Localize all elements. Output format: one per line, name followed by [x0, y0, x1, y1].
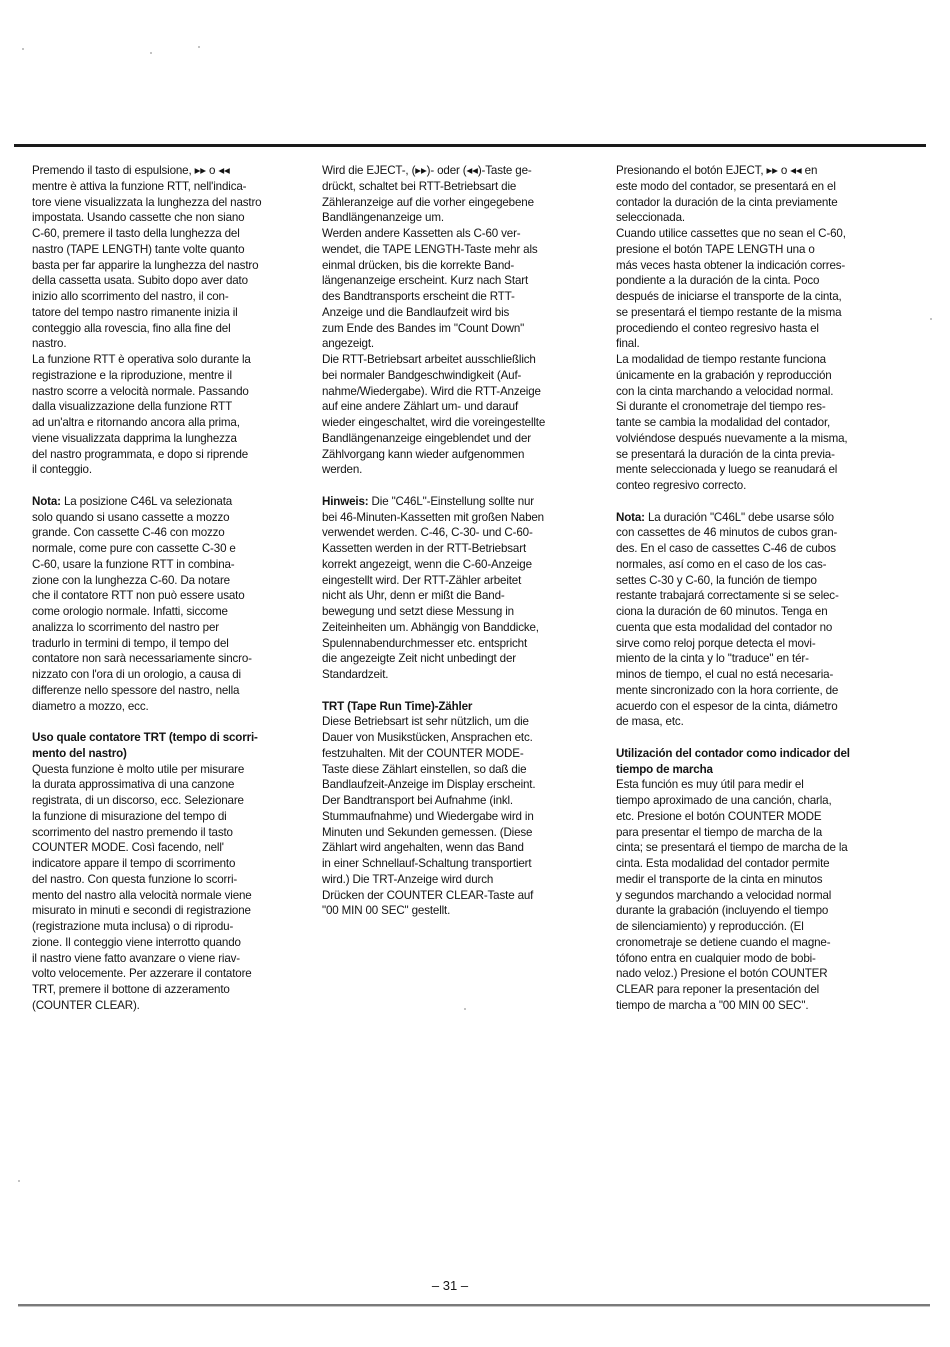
note-paragraph [32, 494, 284, 715]
note-label: Hinweis: [322, 494, 369, 508]
paragraph-gap [616, 730, 870, 746]
note-paragraph [616, 510, 870, 731]
scan-speck [464, 1008, 466, 1010]
scan-speck [22, 48, 24, 50]
paragraph: Werden andere Kassetten als C-60 ver- wendet, die TAPE LENGTH-Taste mehr als einmal drücken, bis die korrekte Band- längenanzeige erscheint. Kurz nach Start des Bandtransports erscheint die RTT- Anzeige und die Bandlaufzeit wird bis zum Ende des Bandes im "Count Down" angezeigt. [322, 227, 538, 351]
scan-speck [18, 1180, 20, 1182]
paragraph: Presionando el botón EJECT, ▸▸ o ◂◂ en este modo del contador, se presentará en el contador la duración de la cinta previamente seleccionada. [616, 164, 838, 225]
paragraph: Die RTT-Betriebsart arbeitet ausschließlich bei normaler Bandgeschwindigkeit (Auf- nahme/Wiedergabe). Wird die RTT-Anzeige auf eine andere Zählart um- und darauf wieder eingeschaltet, wird die voreingestellte Bandlängenanzeige eingeblendet und der Zählvorgang kann wieder aufgenommen werden. [322, 353, 546, 477]
note-text: Die "C46L"-Einstellung sollte nur bei 46-Minuten-Kassetten mit großen Naben verwendet werden. C-46, C-30- und C-60- Kassetten werden in der RTT-Betriebsart korrekt angezeigt, wenn die C-60-Anzeige eingestellt wird. Der RTT-Zähler arbeitet nicht als Uhr, denn er mißt die Band- bewegung und setzt diese Messung in Zeiteinheiten um. Abhängig von Banddicke, Spulennabendurchmesser etc. entspricht die angezeigte Zeit nicht unbedingt der Standardzeit. [322, 494, 544, 681]
bottom-rule-shadow [18, 1306, 930, 1307]
paragraph-gap [32, 714, 284, 730]
note-paragraph [322, 494, 574, 683]
paragraph: La funzione RTT è operativa solo durante la registrazione e la riproduzione, mentre il nastro scorre a velocità normale. Passando dalla visualizzazione della funzione RTT ad un'altra e ritornando ancora alla prima, viene visualizzata dapprima la lunghezza del nastro programmata, e dopo si riprende il conteggio. [32, 353, 251, 477]
paragraph-gap [322, 478, 574, 494]
scan-speck [930, 318, 932, 320]
paragraph-gap [32, 478, 284, 494]
column-spanish [616, 163, 870, 1014]
note-text: La duración "C46L" debe usarse sólo con cassettes de 46 minutos de cubos gran- des. En el caso de cassettes C-46 de cubos normales, así como en el caso de los cas- settes C-30 y C-60, la función de tiempo restante trabajará correctamente si se selec- ciona la duración de 60 minutos. Tenga en cuenta que esta modalidad del contador no sirve como reloj porque detecta el movi- miento de la cinta y lo "traduce" en tér- minos de tiempo, el cual no está necesaria- mente sincronizado con la hora corriente, de acuerdo con el espesor de la cinta, diámetro de masa, etc. [616, 510, 839, 729]
top-rule [14, 144, 926, 147]
section-heading: TRT (Tape Run Time)-Zähler [322, 699, 473, 713]
note-text: La posizione C46L va selezionata solo quando si usano cassette a mozzo grande. Con cassette C-46 con mozzo normale, come pure con cassette C-30 e C-60, usare la funzione RTT in combina- zione con la lunghezza C-60. Da notare che il contatore RTT non può essere usato come orologio normale. Infatti, siccome analizza lo scorrimento del nastro per tradurlo in termini di tempo, il tempo del contatore non sarà necessariamente sincro- nizzato con l'ora di un orologio, a causa di differenze nello spessore del nastro, nella diametro a mozzo, ecc. [32, 494, 252, 713]
paragraph-gap [322, 683, 574, 699]
paragraph: Wird die EJECT-, (▸▸)- oder (◂◂)-Taste ge- drückt, schaltet bei RTT-Betriebsart die Zähleranzeige auf die vorher eingegebene Bandlängenanzeige um. [322, 164, 534, 225]
column-italian [32, 163, 284, 1014]
section-heading: Uso quale contatore TRT (tempo di scorri- mento del nastro) [32, 731, 258, 760]
paragraph: Esta función es muy útil para medir el tiempo aproximado de una canción, charla, etc. Presione el botón COUNTER MODE para presentar el tiempo de marcha de la cinta; se presentará el tiempo de marcha de la cinta. Esta modalidad del contador permite medir el transporte de la cinta en minutos y segundos marchando a velocidad normal durante la grabación (incluyendo el tiempo de silenciamiento) y reproducción. (El cronometraje se detiene cuando el magne- tófono entra en cualquier modo de bobi- nado veloz.) Presione el botón COUNTER CLEAR para reponer la presentación del tiempo de marcha a "00 MIN 00 SEC". [616, 778, 848, 1012]
paragraph: Diese Betriebsart ist sehr nützlich, um die Dauer von Musikstücken, Ansprachen etc. festzuhalten. Mit der COUNTER MODE- Taste diese Zählart einstellen, so daß die Bandlaufzeit-Anzeige im Display erscheint. Der Bandtransport bei Aufnahme (inkl. Stummaufnahme) und Wiedergabe wird in Minuten und Sekunden gemessen. (Diese Zählart wird angehalten, wenn das Band in einer Schnellauf-Schaltung transportiert wird.) Die TRT-Anzeige wird durch Drücken der COUNTER CLEAR-Taste auf "00 MIN 00 SEC" gestellt. [322, 715, 536, 918]
paragraph: Premendo il tasto di espulsione, ▸▸ o ◂◂ mentre è attiva la funzione RTT, nell'indica- tore viene visualizzata la lunghezza del nastro impostata. Usando cassette che non siano C-60, premere il tasto della lunghezza del nastro (TAPE LENGTH) tante volte quanto basta per far apparire la lunghezza del nastro della cassetta usata. Subito dopo aver dato inizio allo scorrimento del nastro, il con- tatore del tempo nastro rimanente inizia il conteggio alla rovescia, fino alla fine del nastro. [32, 164, 262, 351]
paragraph: Cuando utilice cassettes que no sean el C-60, presione el botón TAPE LENGTH una o más veces hasta obtener la indicación corres- pondiente a la duración de la cinta. Poco después de iniciarse el transporte de la cinta, se presentará el tiempo restante de la misma procediendo el conteo regresivo hasta el final. [616, 227, 846, 351]
note-label: Nota: [616, 510, 645, 524]
column-german [322, 163, 574, 919]
section-heading: Utilización del contador como indicador del tiempo de marcha [616, 746, 850, 776]
scan-speck [198, 46, 200, 48]
paragraph: La modalidad de tiempo restante funciona únicamente en la grabación y reproducción con la cinta marchando a velocidad normal. Si durante el cronometraje del tiempo res- tante se cambia la modalidad del contador, volviéndose después nuevamente a la misma, se presentará la duración de la cinta previa- mente seleccionada y luego se reanudará el conteo regresivo correcto. [616, 353, 848, 492]
scan-speck [150, 52, 152, 54]
paragraph-gap [616, 494, 870, 510]
note-label: Nota: [32, 494, 61, 508]
paragraph: Questa funzione è molto utile per misurare la durata approssimativa di una canzone registrata, di un discorso, ecc. Selezionare la funzione di misurazione del tempo di scorrimento del nastro premendo il tasto COUNTER MODE. Così facendo, nell' indicatore appare il tempo di scorrimento del nastro. Con questa funzione lo scorri- mento del nastro alla velocità normale viene misurato in minuti e secondi di registrazione (registrazione muta inclusa) o di riprodu- zione. Il conteggio viene interrotto quando il nastro viene fatto avanzare o viene riav- volto velocemente. Per azzerare il contatore TRT, premere il bottone di azzeramento (COUNTER CLEAR). [32, 762, 252, 1012]
page-number: – 31 – [431, 1278, 469, 1293]
